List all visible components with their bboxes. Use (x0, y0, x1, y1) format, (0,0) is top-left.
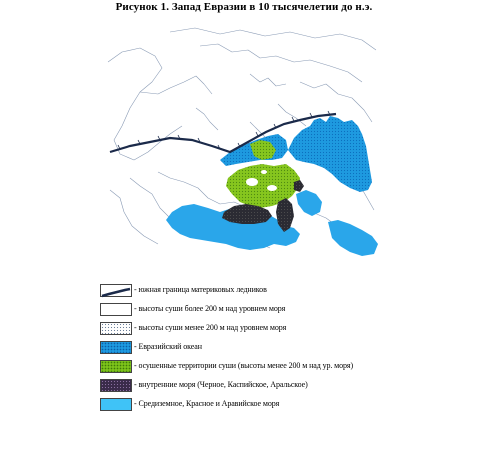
high-land-swatch (100, 303, 132, 316)
legend-label: - Евразийский океан (134, 342, 202, 351)
inner-seas-swatch (100, 379, 132, 392)
legend-label: - южная граница материковых ледников (134, 285, 267, 294)
eurasian-ocean-region (288, 116, 372, 192)
mediterranean-swatch (100, 398, 132, 411)
figure-title: Рисунок 1. Запад Евразии в 10 тысячелетии до н.э. (115, 1, 373, 13)
caspian-area (296, 190, 322, 216)
dried-land-swatch (100, 360, 132, 373)
legend-label: - высоты суши менее 200 м над уровнем моря (134, 323, 287, 332)
legend-item-ocean (100, 339, 460, 358)
red-arabian-sea (328, 220, 378, 256)
legend-label: - осушенные территории суши (высоты менее 200 м над ур. моря) (134, 361, 354, 370)
ocean-swatch (100, 341, 132, 354)
legend-item-low (100, 320, 460, 339)
eurasia-map (100, 22, 383, 258)
aral-sea (294, 180, 304, 192)
legend-item-ice (100, 282, 460, 301)
legend-label: - внутренние моря (Черное, Каспийское, Аральское) (134, 380, 308, 389)
legend-label: - высоты суши более 200 м над уровнем моря (134, 304, 286, 313)
low-land-swatch (100, 322, 132, 335)
legend-label: - Средиземное, Красное и Аравийское моря (134, 399, 280, 408)
map-legend (100, 282, 460, 415)
legend-item-high (100, 301, 460, 320)
ice-boundary-swatch (100, 284, 132, 297)
legend-item-inner (100, 377, 460, 396)
legend-item-dry (100, 358, 460, 377)
legend-item-med (100, 396, 460, 415)
